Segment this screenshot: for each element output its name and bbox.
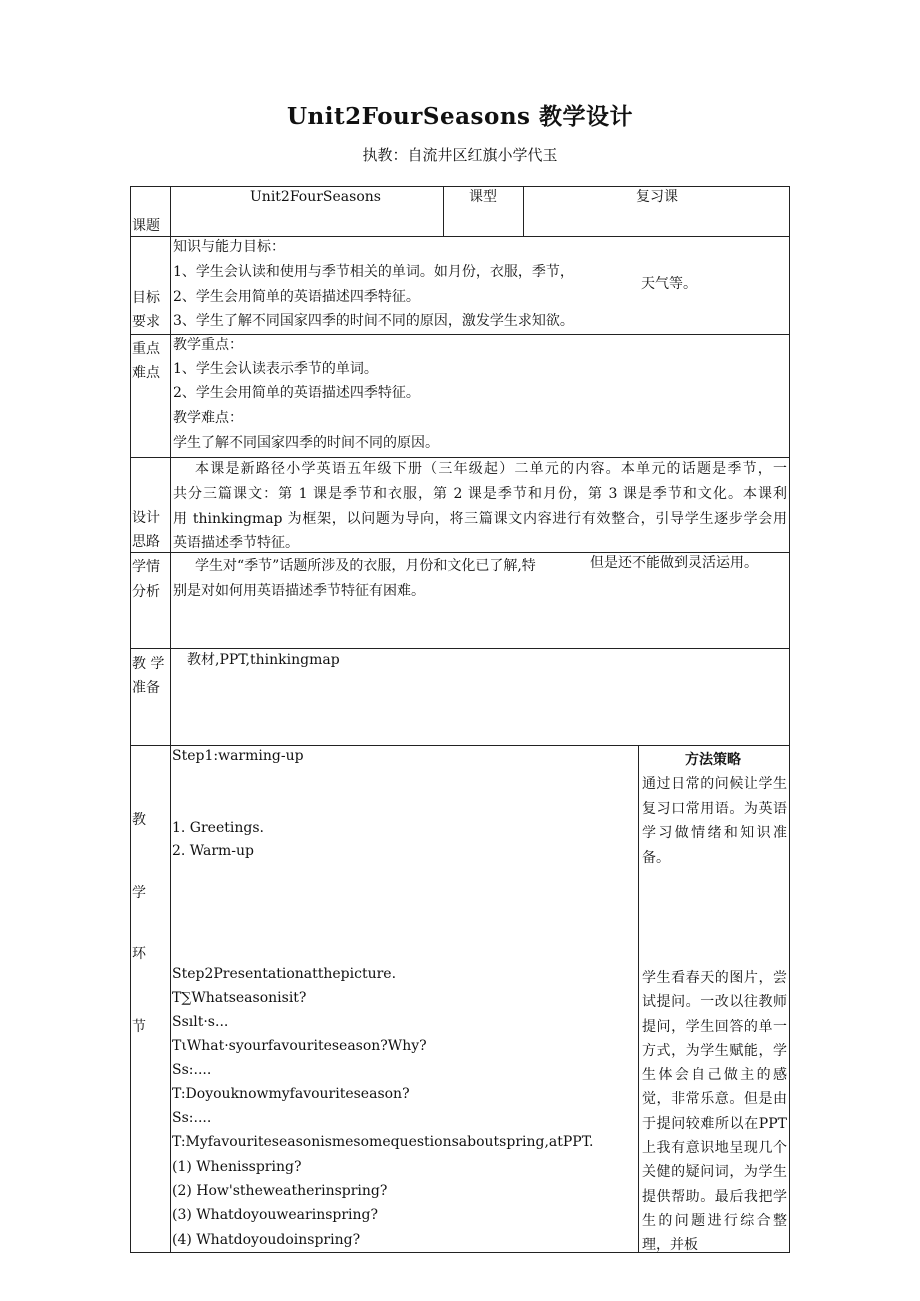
author-line: 执教：自流井区红旗小学代玉: [362, 146, 558, 164]
key-points-label: 难点: [132, 365, 160, 381]
prep-label: 教 学: [132, 656, 165, 672]
analysis-text: 学生对“季节”话题所涉及的衣服，月份和文化已了解,特: [195, 558, 536, 574]
topic-label: 课题: [132, 218, 160, 234]
goals-label: 目标: [132, 290, 160, 306]
key-item: 1、学生会认读表示季节的单词。: [173, 361, 378, 377]
steps-label-char: 环: [132, 946, 146, 962]
step2-line: Ssılt·s...: [172, 1014, 229, 1030]
prep-label: 准备: [132, 680, 160, 696]
step1-item: 1. Greetings.: [172, 820, 264, 836]
step2-line: T:Myfavouriteseasonismesomequestionsaboutspring,atPPT.: [172, 1134, 594, 1150]
type-divider: [523, 186, 524, 236]
prep-content: 教材,PPT,thinkingmap: [187, 652, 340, 668]
label-column-divider: [170, 186, 171, 1253]
step2-line: T:Doyouknowmyfavouriteseason?: [172, 1086, 410, 1102]
step2-line: (1) Whenisspring?: [172, 1159, 302, 1175]
step2-line: (2) How'stheweatherinspring?: [172, 1183, 388, 1199]
page-title: Unit2FourSeasons 教学设计: [286, 103, 633, 130]
lesson-type-value: 复习课: [636, 189, 678, 205]
step2-line: (4) Whatdoyoudoinspring?: [172, 1232, 361, 1248]
step2-line: Ss:....: [172, 1110, 212, 1126]
design-text: 本课是新路径小学英语五年级下册（三年级起）二单元的内容。本单元的话题是季节，一: [195, 461, 787, 477]
topic-divider: [443, 186, 444, 236]
step2-line: Ss:....: [172, 1062, 212, 1078]
goal-item: 3、学生了解不同国家四季的时间不同的原因，激发学生求知欲。: [173, 313, 574, 329]
step2-method: 学生看春天的图片，尝试提问。一改以往教师提问，学生回答的单一方式，为学生赋能，学生体会自己做主的感觉，非常乐意。但是由于提问较难所以在PPT上我有意识地呈现几个关健的疑问词，为学生提供帮助。最后我把学生的问题进行综合整理，并板: [642, 970, 787, 1254]
step2-line: (3) Whatdoyouwearinspring?: [172, 1207, 379, 1223]
step2-line: Step2Presentationatthepicture.: [172, 966, 397, 982]
design-text: 英语描述季节特征。: [173, 535, 299, 551]
analysis-text: 别是对如何用英语描述季节特征有困难。: [173, 583, 425, 599]
key-points-label: 重点: [132, 341, 160, 357]
step2-line: TιWhat·syourfavouriteseason?Why?: [172, 1038, 427, 1054]
goal-item-tail: 天气等。: [641, 276, 697, 292]
steps-label-char: 教: [132, 812, 146, 828]
design-label: 设计: [132, 510, 160, 526]
steps-label-char: 节: [132, 1019, 146, 1035]
step1-method: 通过日常的问候让学生复习口常用语。为英语学习做情绪和知识准备。: [642, 776, 787, 866]
step1-item: 2. Warm-up: [172, 843, 255, 859]
goal-item: 1、学生会认读和使用与季节相关的单词。如月份，衣服，季节，: [173, 264, 574, 280]
method-heading: 方法策略: [685, 752, 741, 768]
key-heading: 教学重点：: [173, 337, 243, 353]
difficulty-heading: 教学难点：: [173, 410, 243, 426]
design-text: 共分三篇课文：第 1 课是季节和衣服，第 2 课是季节和月份，第 3 课是季节和文化。本课利: [173, 486, 787, 502]
goals-label: 要求: [132, 314, 160, 330]
method-column-divider: [638, 745, 639, 1253]
topic-value: Unit2FourSeasons: [250, 189, 381, 205]
key-item: 2、学生会用简单的英语描述四季特征。: [173, 385, 420, 401]
step2-line: T∑Whatseasonisit?: [172, 990, 307, 1006]
design-text: 用 thinkingmap 为框架，以问题为导向，将三篇课文内容进行有效整合，引导学生逐步学会用: [173, 511, 787, 527]
design-label: 思路: [132, 534, 160, 550]
analysis-label: 分析: [132, 584, 160, 600]
goals-heading: 知识与能力目标：: [173, 239, 285, 255]
goal-item: 2、学生会用简单的英语描述四季特征。: [173, 289, 420, 305]
lesson-type-label: 课型: [469, 189, 497, 205]
difficulty-item: 学生了解不同国家四季的时间不同的原因。: [173, 435, 439, 451]
steps-label-char: 学: [132, 885, 146, 901]
step1-title: Step1:warming-up: [172, 748, 304, 764]
analysis-label: 学情: [132, 559, 160, 575]
analysis-text-tail: 但是还不能做到灵活运用。: [590, 555, 758, 571]
